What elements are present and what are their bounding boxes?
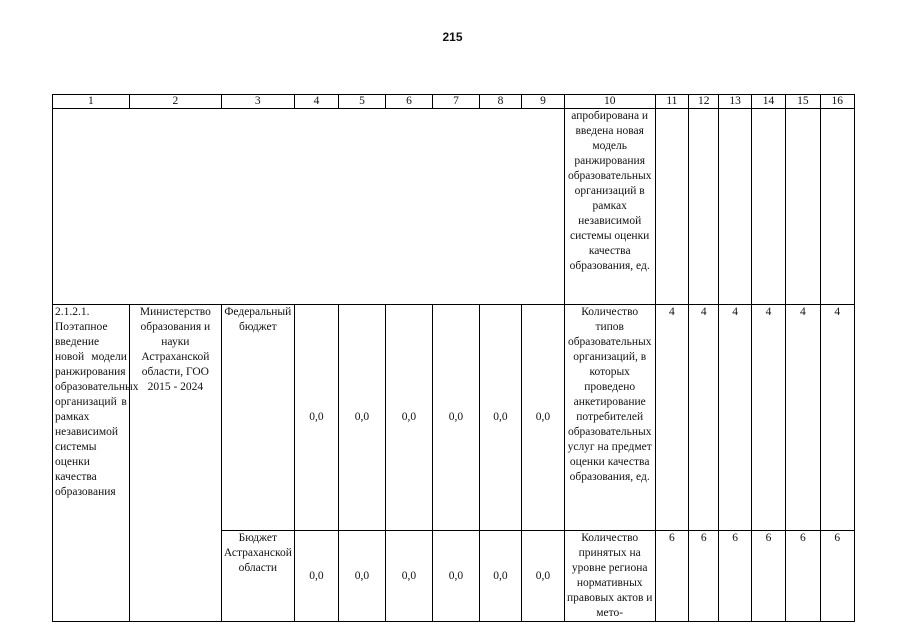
col-num-1: 1	[53, 95, 130, 109]
amount-cell: 0,0	[339, 305, 386, 531]
target-cell: 4	[820, 305, 855, 531]
col-num-13: 13	[719, 95, 751, 109]
page-number: 215	[442, 30, 463, 44]
amount-cell: 0,0	[479, 531, 521, 622]
target-cell: 6	[689, 531, 719, 622]
amount-cell: 0,0	[294, 531, 338, 622]
amount-cell: 0,0	[522, 305, 564, 531]
target-cell: 4	[786, 305, 820, 531]
indicator-cell: Количество типов образовательных организаций, в которых проведено анкетирование потребителей образовательных услуг на предмет оценки качества образования, ед.	[564, 305, 655, 531]
target-cell: 6	[655, 531, 688, 622]
amount-cell: 0,0	[479, 305, 521, 531]
target-cell: 4	[655, 305, 688, 531]
target-cell: 6	[820, 531, 855, 622]
continuation-empty-cell	[53, 109, 565, 305]
col-num-5: 5	[339, 95, 386, 109]
target-cell: 6	[719, 531, 751, 622]
funding-source-cell: Бюджет Астраханской области	[221, 531, 294, 622]
target-cell: 4	[689, 305, 719, 531]
col-num-3: 3	[221, 95, 294, 109]
continuation-row	[53, 109, 855, 305]
col-num-10: 10	[564, 95, 655, 109]
amount-cell: 0,0	[433, 305, 480, 531]
target-cell: 6	[786, 531, 820, 622]
col-num-6: 6	[385, 95, 433, 109]
amount-cell: 0,0	[433, 531, 480, 622]
amount-cell: 0,0	[294, 305, 338, 531]
target-cell: 4	[719, 305, 751, 531]
col-num-4: 4	[294, 95, 338, 109]
col-num-2: 2	[129, 95, 221, 109]
table-row	[53, 305, 855, 531]
measure-name-cell: 2.1.2.1. Поэтапное введение новой модели ранжирования образовательных организаций в рамках независимой системы оценки качества образования	[53, 305, 130, 622]
program-table	[52, 94, 855, 622]
col-num-15: 15	[786, 95, 820, 109]
col-num-11: 11	[655, 95, 688, 109]
target-cell: 4	[751, 305, 785, 531]
col-num-16: 16	[820, 95, 855, 109]
target-cell: 6	[751, 531, 785, 622]
amount-cell: 0,0	[339, 531, 386, 622]
col-num-7: 7	[433, 95, 480, 109]
amount-cell: 0,0	[385, 305, 433, 531]
executor-cell: Министерство образования и науки Астраханской области, ГОО 2015 - 2024	[129, 305, 221, 622]
amount-cell: 0,0	[385, 531, 433, 622]
col-num-8: 8	[479, 95, 521, 109]
col-num-12: 12	[689, 95, 719, 109]
amount-cell: 0,0	[522, 531, 564, 622]
funding-source-cell: Федеральный бюджет	[221, 305, 294, 531]
continuation-indicator-cell: апробирована и введена новая модель ранжирования образовательных организаций в рамках независимой системы оценки качества образования, ед.	[564, 109, 655, 305]
col-num-14: 14	[751, 95, 785, 109]
indicator-cell: Количество принятых на уровне региона нормативных правовых актов и мето-	[564, 531, 655, 622]
col-num-9: 9	[522, 95, 564, 109]
column-number-row	[53, 95, 855, 109]
